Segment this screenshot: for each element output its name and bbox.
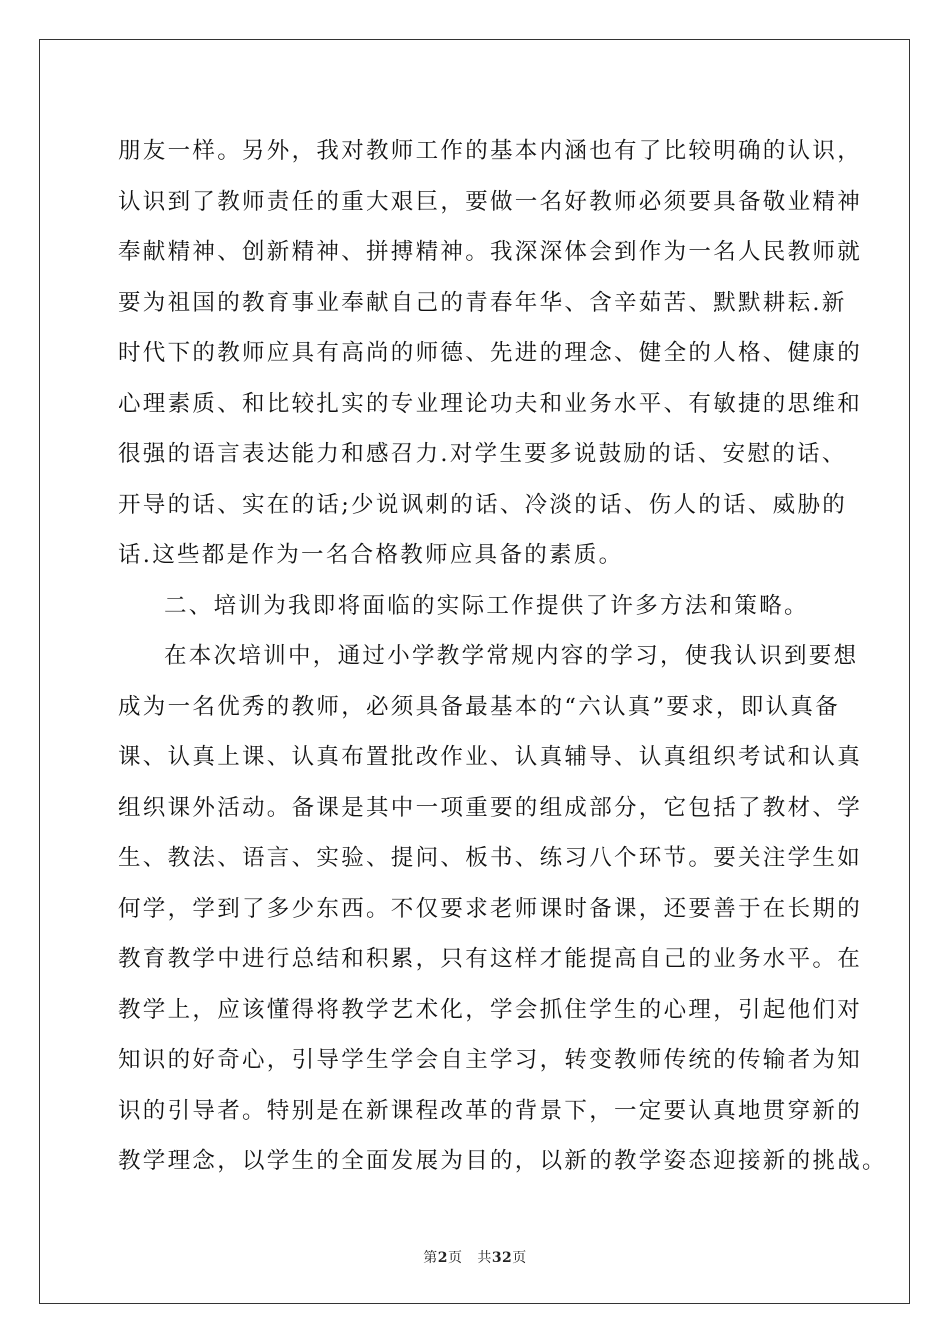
text-line: 话.这些都是作为一名合格教师应具备的素质。: [118, 542, 624, 568]
document-body: [118, 126, 887, 1187]
text-line: 成为一名优秀的教师，必须具备最基本的“六认真”要求，即认真备: [118, 693, 841, 720]
page-suffix: 页: [447, 1250, 463, 1266]
text-line: 课、认真上课、认真布置批改作业、认真辅导、认真组织考试和认真: [118, 744, 863, 770]
page-prefix: 第: [423, 1250, 438, 1266]
text-line: 奉献精神、创新精神、拼搏精神。我深深体会到作为一名人民教师就: [118, 239, 863, 265]
text-line: 开导的话、实在的话;少说讽刺的话、冷淡的话、伤人的话、威胁的: [118, 491, 848, 518]
total-prefix: 共: [477, 1250, 492, 1266]
text-line: 教育教学中进行总结和积累，只有这样才能提高自己的业务水平。在: [118, 946, 863, 972]
text-line: 认识到了教师责任的重大艰巨，要做一名好教师必须要具备敬业精神: [118, 188, 863, 215]
page-number-footer: [0, 1247, 950, 1267]
text-line: 要为祖国的教育事业奉献自己的青春年华、含辛茹苦、默默耕耘.新: [118, 289, 847, 316]
text-line: 生、教法、语言、实验、提问、板书、练习八个环节。要关注学生如: [118, 845, 863, 871]
text-line: 组织课外活动。备课是其中一项重要的组成部分，它包括了教材、学: [118, 794, 863, 821]
section-heading: 二、培训为我即将面临的实际工作提供了许多方法和策略。: [164, 592, 809, 619]
text-line: 心理素质、和比较扎实的专业理论功夫和业务水平、有敏捷的思维和: [118, 390, 863, 417]
text-line: 知识的好奇心，引导学生学会自主学习，转变教师传统的传输者为知: [118, 1047, 863, 1073]
text-line: 教学上，应该懂得将教学艺术化，学会抓住学生的心理，引起他们对: [118, 996, 863, 1023]
text-line: 何学，学到了多少东西。不仅要求老师课时备课，还要善于在长期的: [118, 895, 863, 922]
text-line: 很强的语言表达能力和感召力.对学生要多说鼓励的话、安慰的话、: [118, 441, 847, 467]
text-line: 朋友一样。另外，我对教师工作的基本内涵也有了比较明确的认识，: [118, 138, 863, 164]
paragraph-start: 在本次培训中，通过小学教学常规内容的学习，使我认识到要想: [164, 643, 859, 669]
text-line: 识的引导者。特别是在新课程改革的背景下，一定要认真地贯穿新的: [118, 1097, 863, 1124]
text-line: 教学理念，以学生的全面发展为目的，以新的教学姿态迎接新的挑战。: [118, 1148, 887, 1174]
current-page: 2: [437, 1250, 448, 1266]
total-pages: 32: [491, 1250, 513, 1266]
total-suffix: 页: [512, 1250, 527, 1266]
text-line: 时代下的教师应具有高尚的师德、先进的理念、健全的人格、健康的: [118, 340, 863, 366]
